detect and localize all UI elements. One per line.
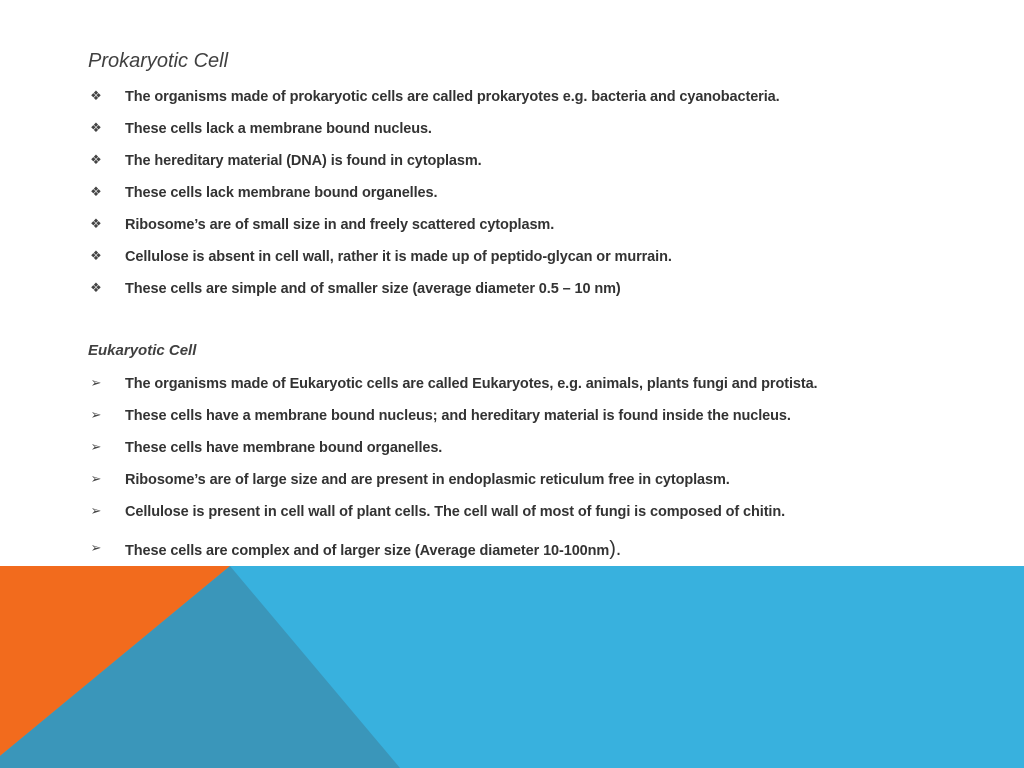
list-item-text: Ribosome’s are of small size in and freely scattered cytoplasm. — [125, 217, 555, 233]
list-item-text: Cellulose is present in cell wall of plant cells. The cell wall of most of fungi is composed of chitin. — [125, 504, 786, 520]
prokaryotic-heading: Prokaryotic Cell — [88, 50, 229, 72]
diamond-bullet-icon: ❖ — [90, 89, 102, 104]
list-item-text — [125, 538, 621, 562]
list-item-text: These cells have a membrane bound nucleus; and hereditary material is found inside the nucleus. — [125, 408, 791, 424]
list-item — [0, 150, 1024, 172]
list-item — [0, 246, 1024, 268]
diamond-bullet-icon: ❖ — [90, 185, 102, 200]
list-item-text: Ribosome’s are of large size and are present in endoplasmic reticulum free in cytoplasm. — [125, 472, 730, 488]
list-item-text: The organisms made of Eukaryotic cells are called Eukaryotes, e.g. animals, plants fungi and protista. — [125, 376, 818, 392]
list-item-text: These cells lack membrane bound organelles. — [125, 185, 438, 201]
list-item-text: The hereditary material (DNA) is found in cytoplasm. — [125, 153, 482, 169]
arrow-bullet-icon: ➢ — [90, 541, 102, 556]
list-item — [0, 182, 1024, 204]
list-item — [0, 373, 1024, 395]
eukaryotic-heading: Eukaryotic Cell — [88, 342, 197, 359]
list-item-text-main: These cells are complex and of larger size (Average diameter 10-100nm — [125, 543, 610, 559]
diamond-bullet-icon: ❖ — [90, 281, 102, 296]
list-item — [0, 118, 1024, 140]
arrow-bullet-icon: ➢ — [90, 472, 102, 487]
arrow-bullet-icon: ➢ — [90, 504, 102, 519]
list-item-text-tail: ). — [609, 538, 622, 560]
list-item — [0, 437, 1024, 459]
diamond-bullet-icon: ❖ — [90, 121, 102, 136]
arrow-bullet-icon: ➢ — [90, 376, 102, 391]
diamond-bullet-icon: ❖ — [90, 249, 102, 264]
arrow-bullet-icon: ➢ — [90, 440, 102, 455]
list-item-text: The organisms made of prokaryotic cells are called prokaryotes e.g. bacteria and cyanobacteria. — [125, 89, 780, 105]
list-item — [0, 405, 1024, 427]
list-item-text: Cellulose is absent in cell wall, rather it is made up of peptido-glycan or murrain. — [125, 249, 672, 265]
list-item — [0, 214, 1024, 236]
list-item — [0, 278, 1024, 300]
arrow-bullet-icon: ➢ — [90, 408, 102, 423]
list-item — [0, 469, 1024, 491]
list-item — [0, 86, 1024, 108]
diamond-bullet-icon: ❖ — [90, 153, 102, 168]
diamond-bullet-icon: ❖ — [90, 217, 102, 232]
list-item-text: These cells have membrane bound organelles. — [125, 440, 443, 456]
list-item-text: These cells are simple and of smaller size (average diameter 0.5 – 10 nm) — [125, 281, 621, 297]
decorative-banner — [0, 566, 1024, 768]
list-item — [0, 501, 1024, 523]
list-item-text: These cells lack a membrane bound nucleus. — [125, 121, 432, 137]
list-item — [0, 538, 1024, 560]
